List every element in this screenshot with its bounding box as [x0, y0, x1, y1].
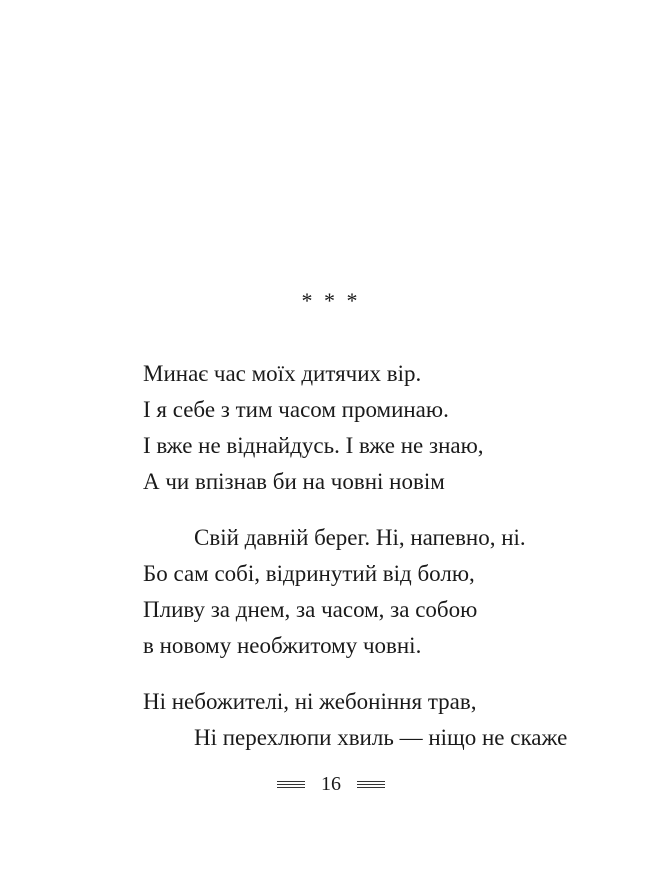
page-footer [0, 770, 662, 797]
poem-line: Минає час моїх дитячих вір. [143, 361, 422, 386]
poem-line: А чи впізнав би на човні новім [143, 469, 445, 494]
page-number: 16 [321, 773, 341, 796]
stanza-2 [143, 520, 643, 664]
poem-line: Ні перехлюпи хвиль — ніщо не скаже [194, 725, 568, 750]
left-ornament-rule [277, 781, 305, 788]
right-ornament-rule [357, 781, 385, 788]
poem-line: Пливу за днем, за часом, за собою [143, 597, 478, 622]
stanza-3 [143, 684, 643, 756]
poem-line: Ні небожителі, ні жебоніння трав, [143, 689, 477, 714]
poem-line: Бо сам собі, відринутий від болю, [143, 561, 475, 586]
poem-line: Свій давній берег. Ні, напевно, ні. [194, 525, 526, 550]
poem-line: І я себе з тим часом проминаю. [143, 397, 449, 422]
section-separator: * * * [301, 288, 361, 313]
poem-line: І вже не віднайдусь. І вже не знаю, [143, 433, 484, 458]
stanza-1 [143, 356, 643, 500]
poem-line: в новому необжитому човні. [143, 633, 422, 658]
